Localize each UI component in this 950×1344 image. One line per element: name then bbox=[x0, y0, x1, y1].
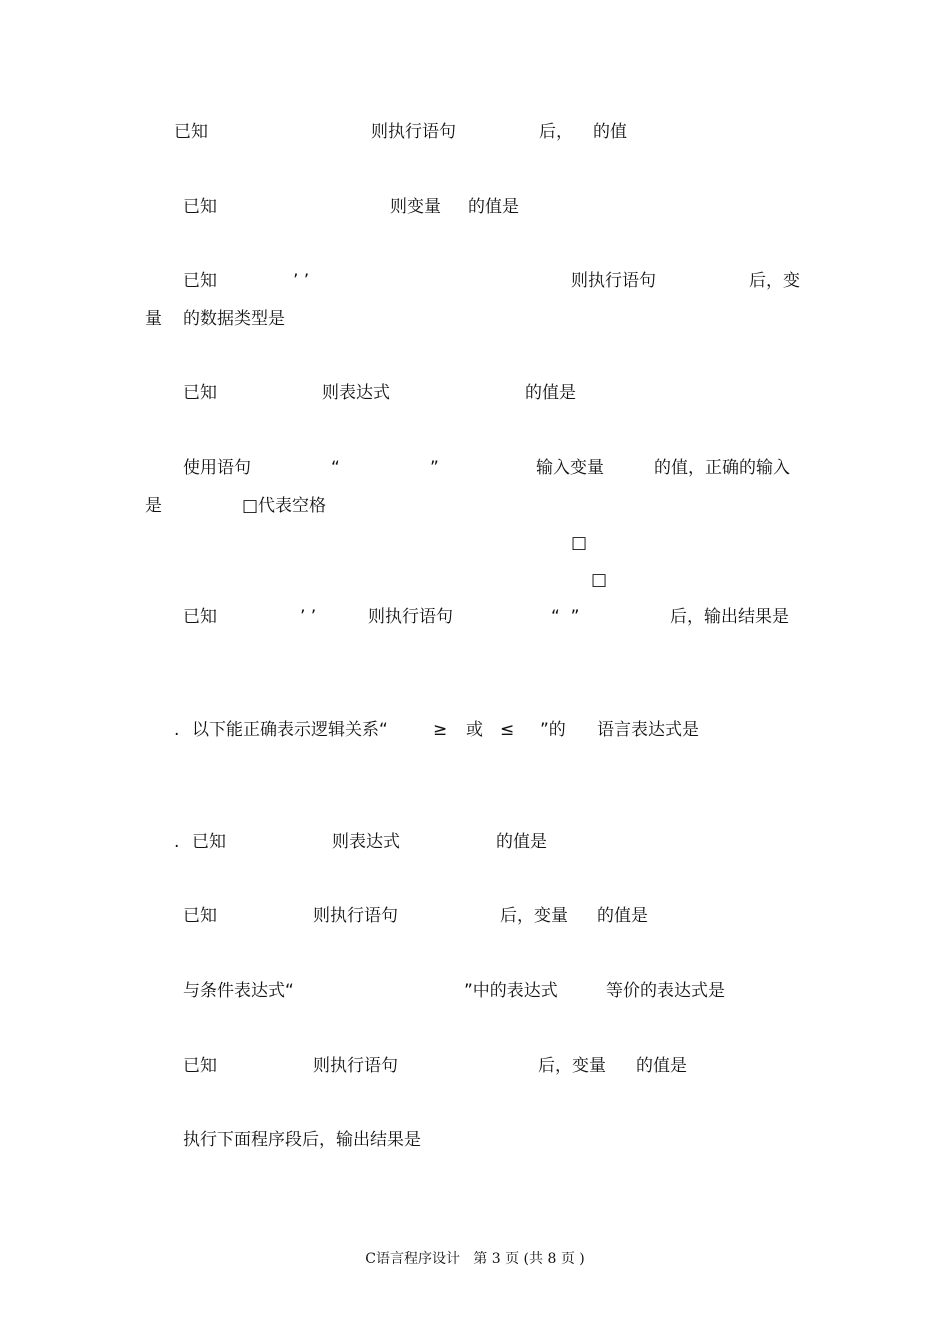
q10-text-conditional: 与条件表达式“ bbox=[183, 981, 294, 1001]
q9-text-after-variable: 后，变量 bbox=[500, 906, 568, 926]
q6-double-quotes: “ ” bbox=[551, 607, 580, 627]
q7-text-or: 或 bbox=[466, 720, 483, 740]
q3-text-quantity: 量 bbox=[145, 309, 162, 329]
q5-space-box-1: □ bbox=[571, 533, 588, 553]
q1-text-after: 后， bbox=[539, 122, 573, 142]
q5-open-quote: “ bbox=[331, 458, 340, 478]
q6-text-execute: 则执行语句 bbox=[368, 607, 453, 627]
q6-text-known: 已知 bbox=[183, 607, 217, 627]
q5-close-quote: ” bbox=[430, 458, 439, 478]
q11-text-execute: 则执行语句 bbox=[313, 1056, 398, 1076]
q3-text-known: 已知 bbox=[183, 271, 217, 291]
q6-text-output: 后，输出结果是 bbox=[670, 607, 789, 627]
q2-text-known: 已知 bbox=[183, 197, 217, 217]
q11-text-value-is: 的值是 bbox=[636, 1056, 687, 1076]
q4-text-expression: 则表达式 bbox=[322, 383, 390, 403]
q5-text-is: 是 bbox=[145, 496, 162, 516]
q8-text-known: 已知 bbox=[192, 832, 226, 852]
q7-text-close-de: ”的 bbox=[540, 720, 566, 740]
q12-text-program: 执行下面程序段后，输出结果是 bbox=[183, 1130, 421, 1150]
q3-text-datatype: 的数据类型是 bbox=[183, 309, 285, 329]
q5-space-box-2: □ bbox=[591, 570, 608, 590]
q7-text-language-expr: 语言表达式是 bbox=[597, 720, 699, 740]
q11-text-after-variable: 后，变量 bbox=[538, 1056, 606, 1076]
q4-text-known: 已知 bbox=[183, 383, 217, 403]
q8-text-value-is: 的值是 bbox=[496, 832, 547, 852]
q10-text-in-expression: ”中的表达式 bbox=[464, 981, 558, 1001]
q7-symbol-leq: ≤ bbox=[500, 720, 515, 740]
q3-text-after: 后，变 bbox=[749, 271, 800, 291]
q1-text-known: 已知 bbox=[174, 122, 208, 142]
q5-text-correct-input: 的值，正确的输入 bbox=[654, 458, 790, 478]
q7-number-dot: . bbox=[174, 720, 180, 740]
q5-text-use-statement: 使用语句 bbox=[183, 458, 251, 478]
q11-text-known: 已知 bbox=[183, 1056, 217, 1076]
q10-text-equivalent: 等价的表达式是 bbox=[606, 981, 725, 1001]
q9-text-known: 已知 bbox=[183, 906, 217, 926]
q3-text-execute: 则执行语句 bbox=[571, 271, 656, 291]
q4-text-value-is: 的值是 bbox=[525, 383, 576, 403]
page-footer: C语言程序设计 第 3 页 (共 8 页 ) bbox=[365, 1251, 585, 1267]
q3-quotes: ’ ’ bbox=[293, 271, 310, 291]
q9-text-value-is: 的值是 bbox=[597, 906, 648, 926]
q6-quotes: ’ ’ bbox=[300, 607, 317, 627]
q2-text-value-is: 的值是 bbox=[468, 197, 519, 217]
q8-text-expression: 则表达式 bbox=[332, 832, 400, 852]
q1-text-execute: 则执行语句 bbox=[371, 122, 456, 142]
q2-text-variable: 则变量 bbox=[390, 197, 441, 217]
q7-text-logic: 以下能正确表示逻辑关系“ bbox=[192, 720, 388, 740]
q7-symbol-geq: ≥ bbox=[433, 720, 448, 740]
q1-text-value: 的值 bbox=[593, 122, 627, 142]
q9-text-execute: 则执行语句 bbox=[313, 906, 398, 926]
q5-text-input-variable: 输入变量 bbox=[536, 458, 604, 478]
q8-number-dot: . bbox=[174, 832, 180, 852]
q5-text-space-note: □代表空格 bbox=[242, 496, 327, 516]
